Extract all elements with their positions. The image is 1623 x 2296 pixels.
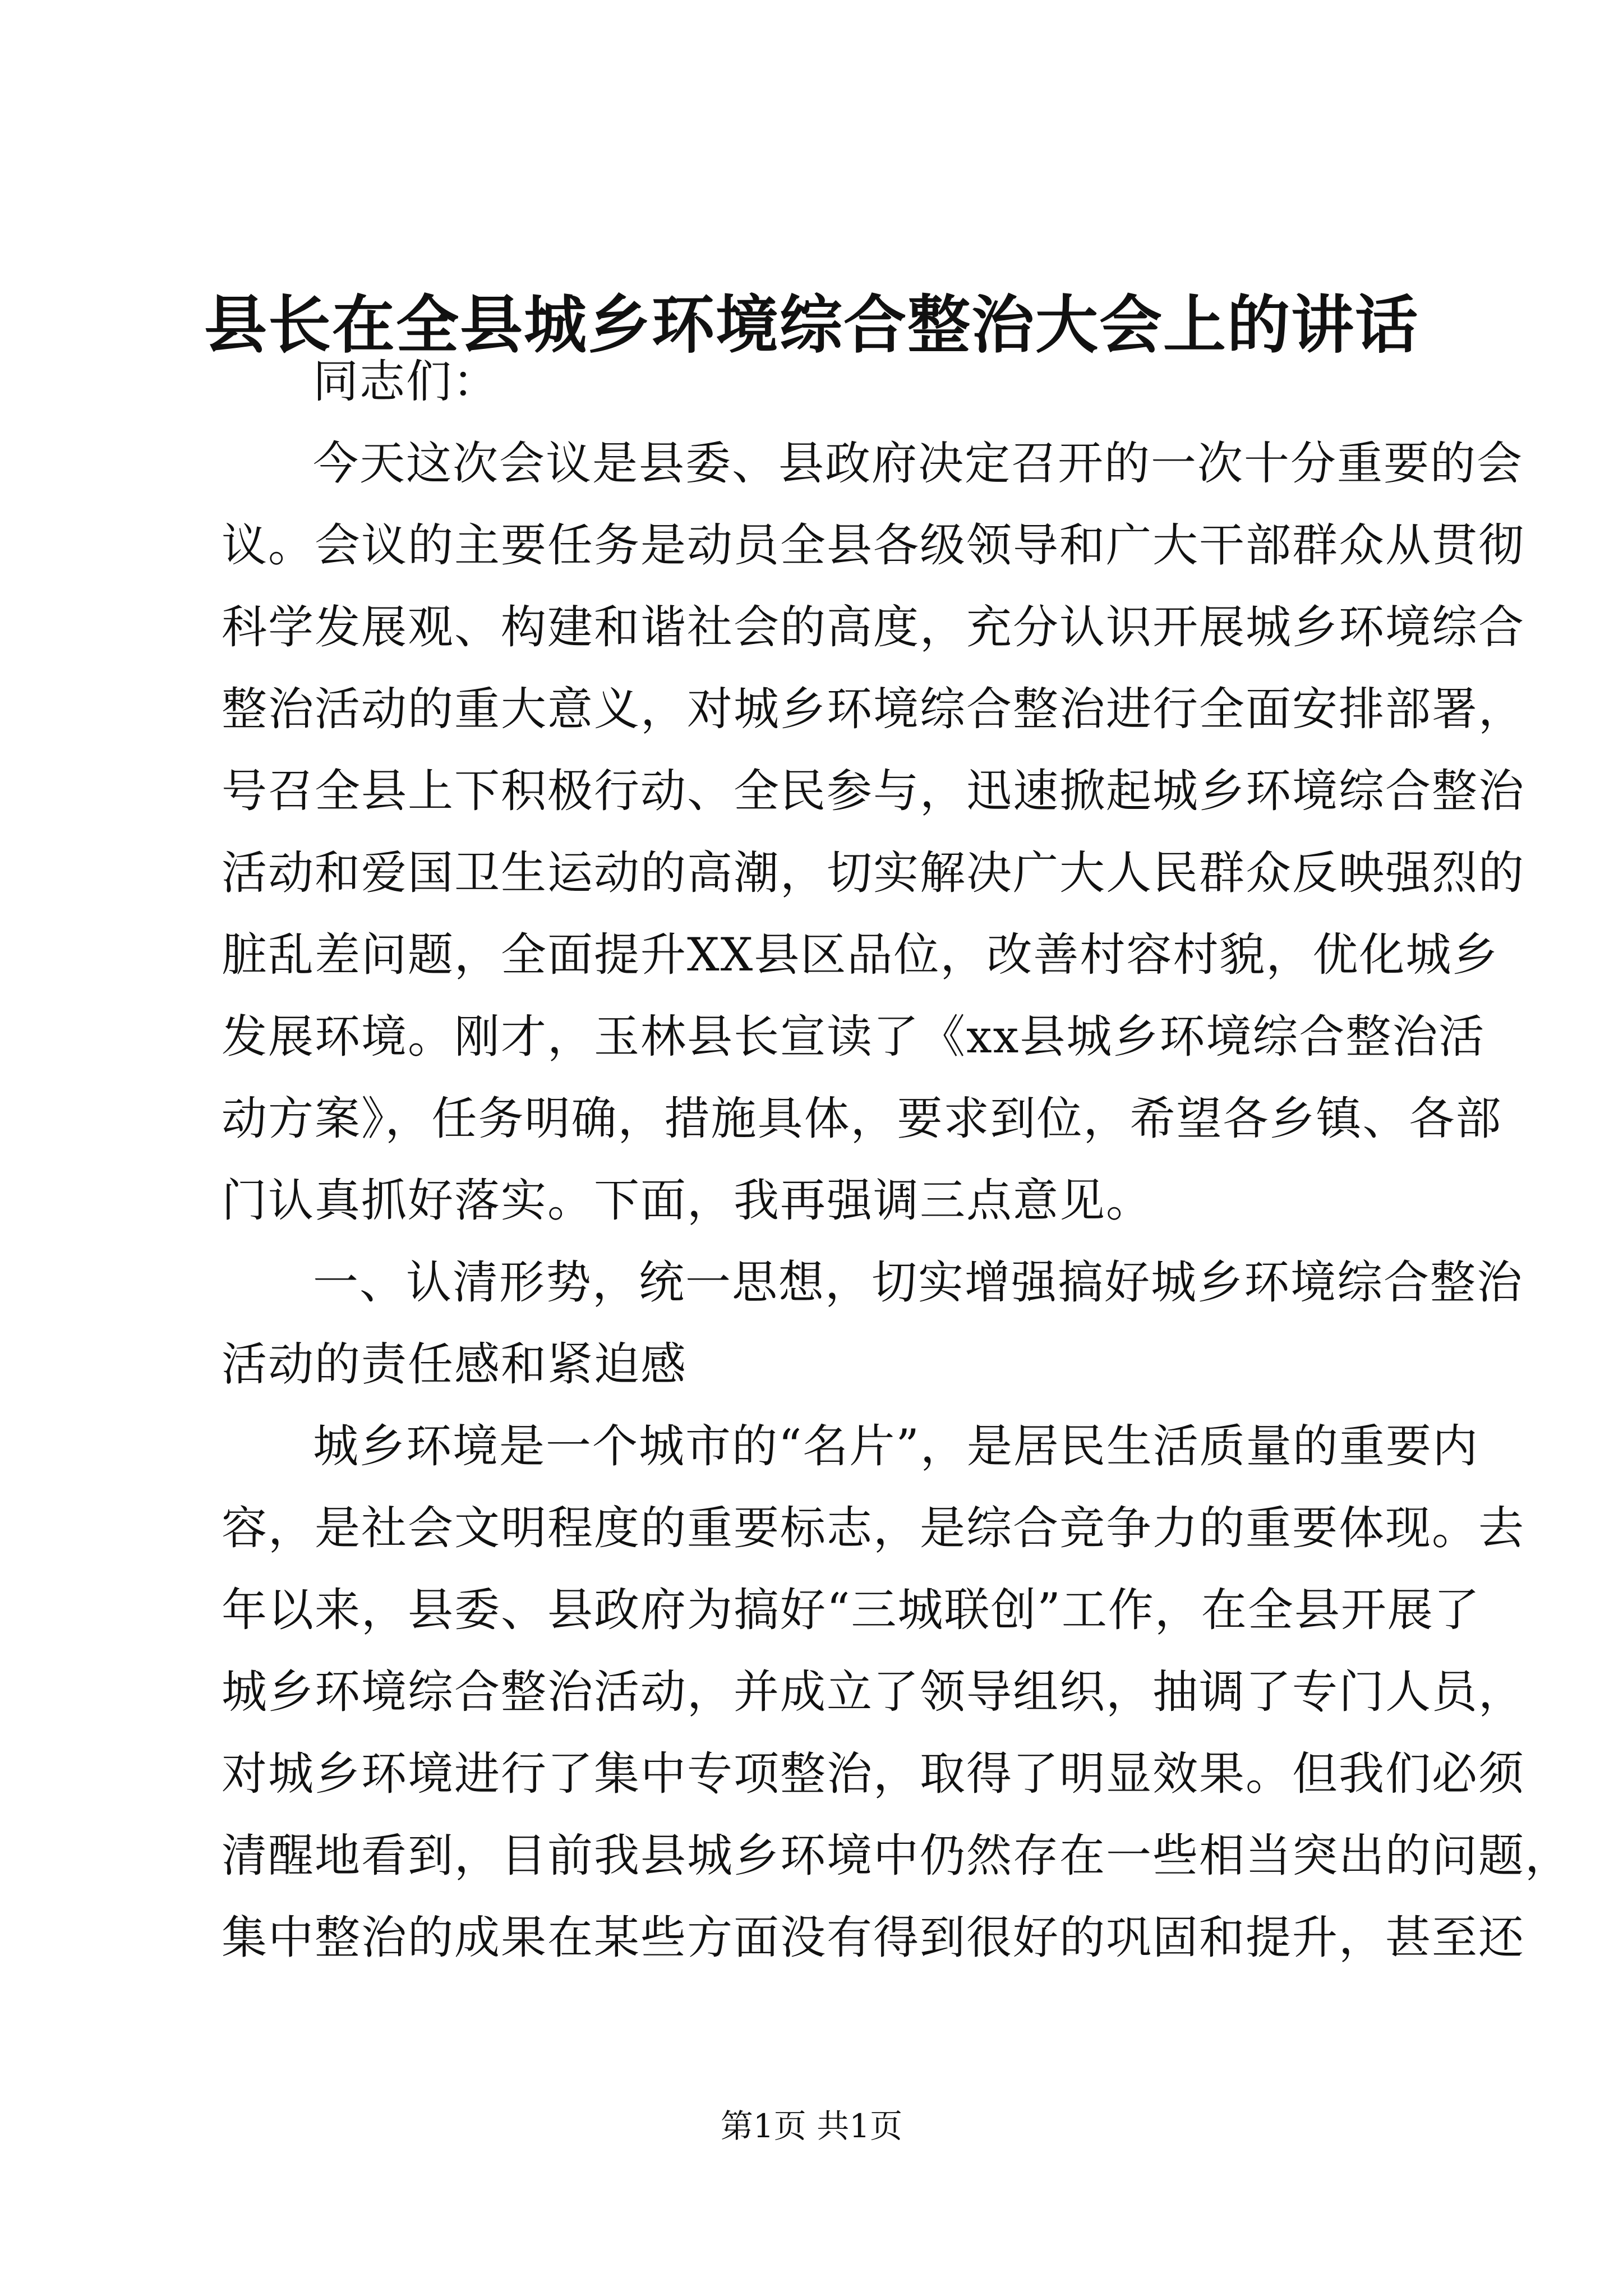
paragraph-line: 发展环境。刚才，玉林县长宣读了《xx县城乡环境综合整治活: [222, 1011, 1486, 1064]
paragraph-line: 清醒地看到，目前我县城乡环境中仍然存在一些相当突出的问题，: [222, 1830, 1572, 1883]
paragraph-line: 门认真抓好落实。下面，我再强调三点意见。: [222, 1175, 1153, 1227]
paragraph-line: 容，是社会文明程度的重要标志，是综合竞争力的重要体现。去: [222, 1502, 1525, 1555]
paragraph-line: 今天这次会议是县委、县政府决定召开的一次十分重要的会: [313, 438, 1524, 490]
section-heading-line: 活动的责任感和紧迫感: [222, 1338, 688, 1391]
paragraph-line: 整治活动的重大意义，对城乡环境综合整治进行全面安排部署，: [222, 683, 1525, 736]
paragraph-line: 城乡环境是一个城市的“名片”，是居民生活质量的重要内: [313, 1420, 1479, 1473]
paragraph-line: 年以来，县委、县政府为搞好“三城联创”工作，在全县开展了: [222, 1584, 1481, 1637]
paragraph-line: 城乡环境综合整治活动，并成立了领导组织，抽调了专门人员，: [222, 1666, 1525, 1719]
paragraph-line: 科学发展观、构建和谐社会的高度，充分认识开展城乡环境综合: [222, 601, 1525, 654]
salutation: 同志们：: [313, 356, 500, 408]
paragraph-line: 号召全县上下积极行动、全民参与，迅速掀起城乡环境综合整治: [222, 765, 1525, 818]
paragraph-line: 议。会议的主要任务是动员全县各级领导和广大干部群众从贯彻: [222, 519, 1525, 572]
document-title: 县长在全县城乡环境综合整治大会上的讲话: [204, 288, 1419, 362]
document-body: [222, 341, 1572, 1979]
page-number: 第1页 共1页: [720, 2107, 903, 2145]
section-heading-line: 一、认清形势，统一思想，切实增强搞好城乡环境综合整治: [313, 1257, 1524, 1309]
paragraph-line: 对城乡环境进行了集中专项整治，取得了明显效果。但我们必须: [222, 1748, 1525, 1801]
paragraph-line: 脏乱差问题，全面提升XX县区品位，改善村容村貌，优化城乡: [222, 929, 1499, 982]
paragraph-line: 活动和爱国卫生运动的高潮，切实解决广大人民群众反映强烈的: [222, 847, 1525, 900]
paragraph-line: 动方案》，任务明确，措施具体，要求到位，希望各乡镇、各部: [222, 1093, 1502, 1145]
paragraph-line: 集中整治的成果在某些方面没有得到很好的巩固和提升，甚至还: [222, 1912, 1525, 1964]
page-footer: [0, 2104, 1623, 2148]
